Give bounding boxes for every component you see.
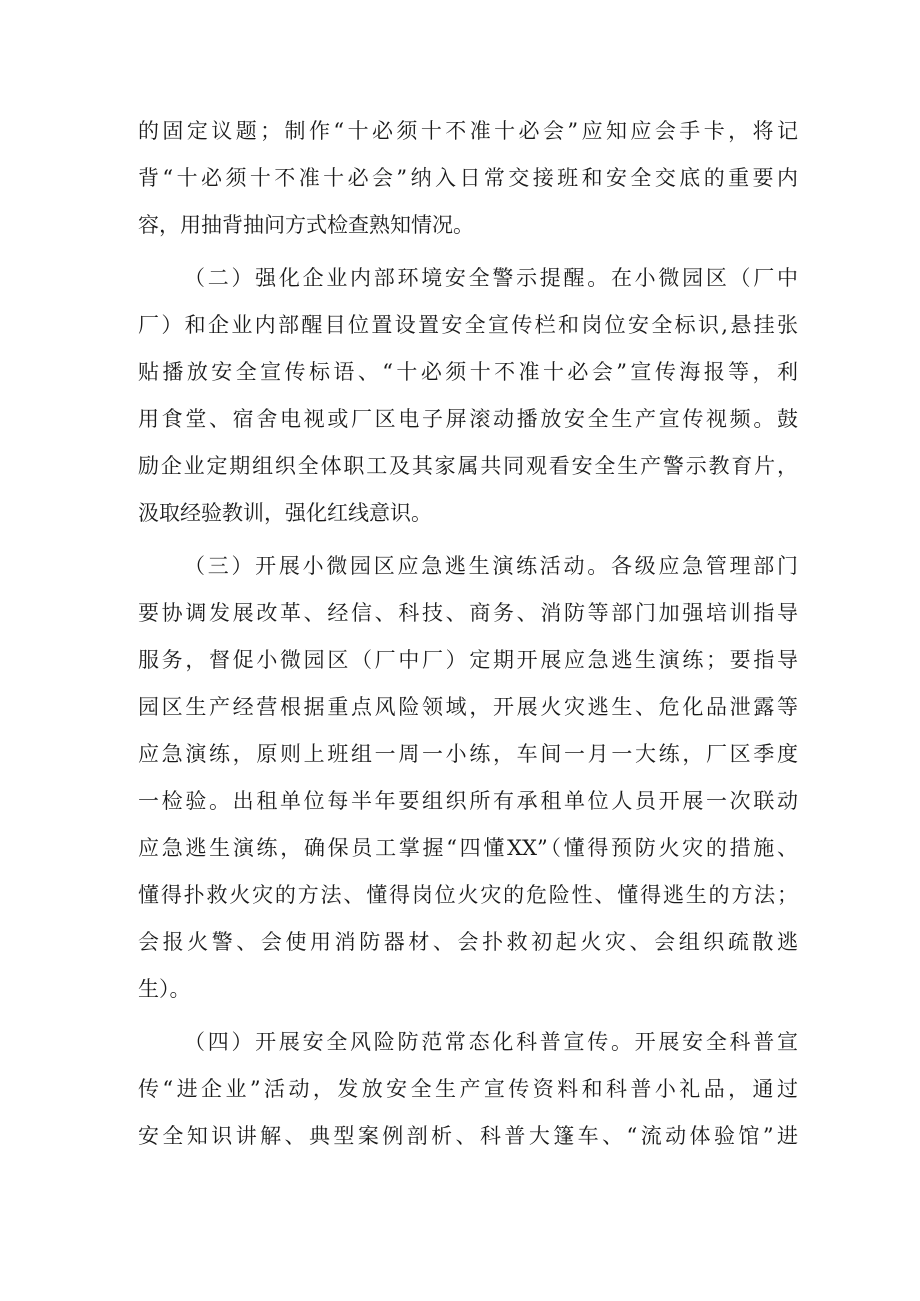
text-line: 汲取经验教训，强化红线意识。 bbox=[138, 501, 432, 525]
text-line: 会报火警、会使用消防器材、会扑救初起火灾、会组织疏散逃 bbox=[138, 930, 798, 954]
text-line: 励企业定期组织全体职工及其家属共同观看安全生产警示教育片， bbox=[138, 454, 798, 478]
text-line: 容，用抽背抽问方式检查熟知情况。 bbox=[138, 213, 474, 237]
text-line: 用食堂、宿舍电视或厂区电子屏滚动播放安全生产宣传视频。鼓 bbox=[138, 407, 798, 431]
section-heading-line: （三）开展小微园区应急逃生演练活动。各级应急管理部门 bbox=[184, 554, 798, 578]
text-line: 应急演练，原则上班组一周一小练，车间一月一大练，厂区季度 bbox=[138, 742, 798, 766]
text-line: 懂得扑救火灾的方法、懂得岗位火灾的危险性、懂得逃生的方法； bbox=[138, 883, 798, 907]
text-line: 一检验。出租单位每半年要组织所有承租单位人员开展一次联动 bbox=[138, 789, 798, 813]
section-heading-line: （四）开展安全风险防范常态化科普宣传。开展安全科普宣 bbox=[184, 1030, 798, 1054]
text-line: 要协调发展改革、经信、科技、商务、消防等部门加强培训指导 bbox=[138, 601, 798, 625]
text-line: 传“进企业”活动，发放安全生产宣传资料和科普小礼品，通过 bbox=[138, 1077, 798, 1101]
text-line: 应急逃生演练，确保员工掌握“四懂XX”（懂得预防火灾的措施、 bbox=[138, 836, 798, 860]
text-line: 安全知识讲解、典型案例剖析、科普大篷车、“流动体验馆”进 bbox=[138, 1124, 798, 1148]
text-line: 生）。 bbox=[138, 977, 191, 1001]
section-heading-line: （二）强化企业内部环境安全警示提醒。在小微园区（厂中 bbox=[184, 266, 798, 290]
text-line: 园区生产经营根据重点风险领域，开展火灾逃生、危化品泄露等 bbox=[138, 695, 798, 719]
document-body bbox=[138, 108, 798, 1160]
text-line: 服务，督促小微园区（厂中厂）定期开展应急逃生演练；要指导 bbox=[138, 648, 798, 672]
text-line: 厂）和企业内部醒目位置设置安全宣传栏和岗位安全标识,悬挂张 bbox=[138, 313, 798, 337]
text-line: 贴播放安全宣传标语、“十必须十不准十必会”宣传海报等，利 bbox=[138, 360, 798, 384]
text-line: 的固定议题；制作“十必须十不准十必会”应知应会手卡，将记 bbox=[138, 119, 798, 143]
text-line: 背“十必须十不准十必会”纳入日常交接班和安全交底的重要内 bbox=[138, 166, 798, 190]
